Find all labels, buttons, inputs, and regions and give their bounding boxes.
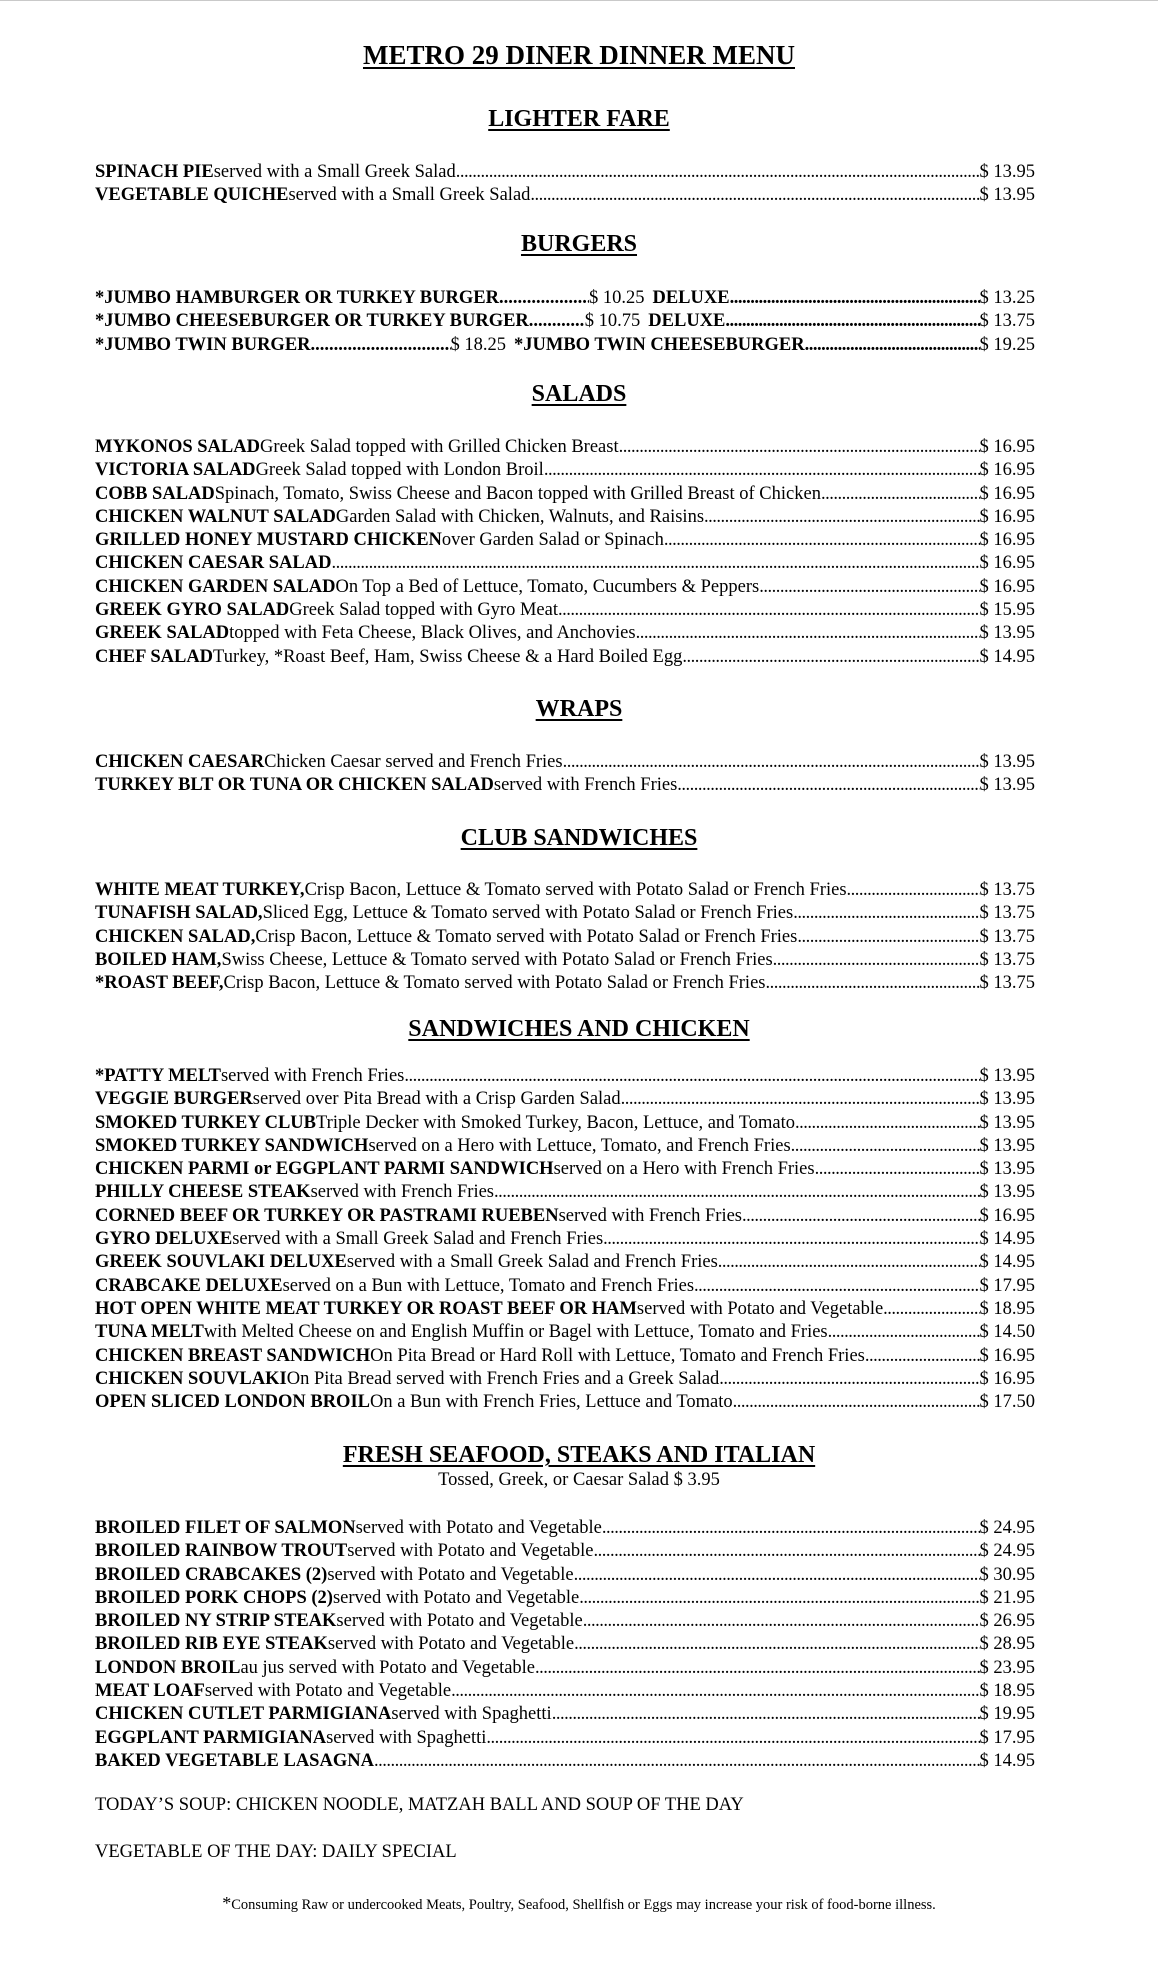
- item-price: $ 13.95: [979, 185, 1035, 206]
- item-description: served on a Hero with French Fries: [553, 1159, 815, 1180]
- item-price: $ 16.95: [979, 553, 1035, 574]
- item-description: Greek Salad topped with Grilled Chicken Breast: [259, 437, 619, 457]
- item-price: $ 24.95: [979, 1541, 1035, 1562]
- leader-dots: [797, 926, 979, 949]
- leader-dots: [331, 552, 979, 575]
- item-name: BROILED PORK CHOPS (2): [95, 1587, 333, 1608]
- item-name: CHEF SALAD: [95, 646, 214, 667]
- item-description: On Top a Bed of Lettuce, Tomato, Cucumbers & Peppers: [335, 576, 760, 597]
- leader-dots: [456, 161, 980, 184]
- leader-dots: [730, 287, 980, 310]
- item-price: $ 13.75: [979, 311, 1035, 332]
- item-price: $ 30.95: [979, 1564, 1035, 1585]
- item-name: PHILLY CHEESE STEAK: [95, 1182, 311, 1203]
- item-name: OPEN SLICED LONDON BROIL: [95, 1392, 370, 1413]
- list-item: [95, 1205, 1035, 1228]
- list-item: [95, 576, 1035, 599]
- list-item: [95, 1564, 1035, 1587]
- item-price: $ 18.95: [979, 1681, 1035, 1702]
- item-price: $ 16.95: [979, 460, 1035, 481]
- item-price: $ 17.95: [979, 1275, 1035, 1296]
- item-price: $ 28.95: [979, 1634, 1035, 1655]
- leader-dots: [563, 751, 980, 774]
- list-item: [95, 1065, 1035, 1088]
- item-name: DELUXE: [648, 311, 726, 332]
- item-description: served with French Fries: [558, 1205, 742, 1226]
- leader-dots: [847, 879, 980, 902]
- list-item: [95, 949, 1035, 972]
- leader-dots: [603, 1228, 979, 1251]
- item-name: EGGPLANT PARMIGIANA: [95, 1727, 327, 1748]
- list-item: [95, 1517, 1035, 1540]
- item-name: MYKONOS SALAD: [95, 437, 260, 457]
- list-item: [95, 436, 1035, 459]
- item-description: Spinach, Tomato, Swiss Cheese and Bacon topped with Grilled Breast of Chicken: [214, 483, 821, 504]
- section-heading-wraps: WRAPS: [535, 696, 623, 722]
- item-name: GREEK SOUVLAKI DELUXE: [95, 1252, 347, 1273]
- item-name: GREEK GYRO SALAD: [95, 600, 290, 621]
- item-price: $ 15.95: [979, 600, 1035, 621]
- list-item: [95, 1587, 1035, 1610]
- leader-dots: [552, 1703, 980, 1726]
- leader-dots: [374, 1750, 980, 1773]
- item-price: $ 19.95: [979, 1704, 1035, 1725]
- item-price: $ 23.95: [979, 1657, 1035, 1678]
- list-item: [95, 1228, 1035, 1251]
- item-price: $ 14.95: [979, 646, 1035, 667]
- item-description: served with French Fries: [310, 1182, 494, 1203]
- leader-dots: [593, 1540, 979, 1563]
- item-description: served with Spaghetti: [391, 1704, 552, 1725]
- item-description: Crisp Bacon, Lettuce & Tomato served with Potato Salad or French Fries: [223, 973, 766, 994]
- item-price: $ 16.95: [979, 1345, 1035, 1366]
- item-price: $ 13.75: [979, 880, 1035, 900]
- item-name: CHICKEN CAESAR: [95, 752, 265, 772]
- item-name: *JUMBO HAMBURGER OR TURKEY BURGER: [95, 288, 499, 308]
- item-price: $ 21.95: [979, 1587, 1035, 1608]
- leader-dots: [719, 1368, 979, 1391]
- leader-dots: [311, 334, 451, 357]
- list-item: [95, 599, 1035, 622]
- item-description: served with Potato and Vegetable: [355, 1518, 602, 1538]
- leader-dots: [636, 622, 980, 645]
- item-price: $ 16.95: [979, 506, 1035, 527]
- list-sandwiches-chicken: [95, 1065, 1035, 1414]
- item-name: BROILED NY STRIP STEAK: [95, 1611, 337, 1632]
- item-description: served with Potato and Vegetable: [336, 1611, 583, 1632]
- vegetable-of-the-day: VEGETABLE OF THE DAY: DAILY SPECIAL: [95, 1842, 457, 1862]
- list-item: [95, 184, 1035, 207]
- leader-dots: [621, 1088, 980, 1111]
- item-price: $ 26.95: [979, 1611, 1035, 1632]
- item-price: $ 13.95: [979, 1182, 1035, 1203]
- item-name: CHICKEN SOUVLAKI: [95, 1368, 287, 1389]
- item-description: Triple Decker with Smoked Turkey, Bacon, Lettuce, and Tomato: [316, 1112, 795, 1133]
- item-name: *PATTY MELT: [95, 1066, 221, 1086]
- leader-dots: [773, 949, 980, 972]
- item-description: On Pita Bread or Hard Roll with Lettuce, Tomato and French Fries: [370, 1345, 865, 1366]
- list-item: [95, 1251, 1035, 1274]
- item-price: $ 24.95: [979, 1518, 1035, 1538]
- leader-dots: [682, 646, 979, 669]
- list-item: [95, 161, 1035, 184]
- item-price: $ 13.75: [979, 949, 1035, 970]
- item-description: served with Potato and Vegetable: [636, 1298, 884, 1319]
- item-name: DELUXE: [652, 288, 730, 308]
- leader-dots: [602, 1517, 980, 1540]
- item-description: served with a Small Greek Salad and French Fries: [346, 1252, 718, 1273]
- leader-dots: [865, 1345, 980, 1368]
- item-price: $ 10.75: [584, 311, 641, 332]
- item-description: Chicken Caesar served and French Fries: [264, 752, 563, 772]
- list-item: [95, 1181, 1035, 1204]
- item-name: LONDON BROIL: [95, 1657, 241, 1678]
- leader-dots: [544, 459, 980, 482]
- item-description: served with a Small Greek Salad: [288, 185, 531, 206]
- leader-dots: [828, 1321, 980, 1344]
- list-item: [95, 1703, 1035, 1726]
- item-price: $ 13.75: [979, 903, 1035, 924]
- item-description: served with Potato and Vegetable: [327, 1564, 574, 1585]
- list-item: [95, 1633, 1035, 1656]
- item-name: CHICKEN PARMI or EGGPLANT PARMI SANDWICH: [95, 1159, 554, 1180]
- item-name: BOILED HAM,: [95, 949, 222, 970]
- section-heading-club-sandwiches: CLUB SANDWICHES: [460, 825, 698, 851]
- item-name: CHICKEN CUTLET PARMIGIANA: [95, 1704, 392, 1725]
- item-description: On a Bun with French Fries, Lettuce and Tomato: [369, 1392, 733, 1413]
- section-heading-lighter-fare: LIGHTER FARE: [488, 106, 670, 132]
- leader-dots: [486, 1727, 979, 1750]
- list-item: [95, 1088, 1035, 1111]
- section-heading-salads: SALADS: [531, 381, 627, 407]
- item-description: served with Potato and Vegetable: [332, 1587, 580, 1608]
- item-description: topped with Feta Cheese, Black Olives, and Anchovies: [229, 623, 636, 644]
- leader-dots: [574, 1564, 980, 1587]
- item-name: CHICKEN BREAST SANDWICH: [95, 1345, 371, 1366]
- item-description: over Garden Salad or Spinach: [441, 530, 664, 551]
- item-price: $ 13.95: [979, 775, 1035, 796]
- item-name: TUNA MELT: [95, 1322, 204, 1343]
- item-description: Garden Salad with Chicken, Walnuts, and Raisins: [335, 506, 705, 527]
- list-item: [95, 1321, 1035, 1344]
- list-item: [95, 1680, 1035, 1703]
- item-description: with Melted Cheese on and English Muffin or Bagel with Lettuce, Tomato and Fries: [203, 1322, 828, 1343]
- item-price: $ 10.25: [588, 288, 645, 308]
- item-price: $ 16.95: [979, 1368, 1035, 1389]
- item-description: Swiss Cheese, Lettuce & Tomato served with Potato Salad or French Fries: [221, 949, 773, 970]
- item-name: *JUMBO TWIN BURGER: [95, 334, 311, 355]
- list-item: [95, 1275, 1035, 1298]
- item-price: $ 18.25: [450, 334, 507, 355]
- item-name: CHICKEN WALNUT SALAD: [95, 506, 336, 527]
- item-price: $ 17.50: [979, 1392, 1035, 1413]
- item-price: $ 13.95: [979, 1112, 1035, 1133]
- item-description: Greek Salad topped with London Broil: [255, 460, 544, 481]
- item-price: $ 13.25: [979, 288, 1035, 308]
- list-item: [95, 1298, 1035, 1321]
- item-description: served with Spaghetti: [326, 1727, 487, 1748]
- list-item: [95, 902, 1035, 925]
- item-price: $ 13.95: [979, 1089, 1035, 1110]
- leader-dots: [619, 436, 980, 459]
- item-price: $ 17.95: [979, 1727, 1035, 1748]
- item-name: CHICKEN GARDEN SALAD: [95, 576, 336, 597]
- leader-dots: [815, 1158, 980, 1181]
- list-item: [95, 459, 1035, 482]
- item-price: $ 13.95: [979, 623, 1035, 644]
- list-item: [95, 483, 1035, 506]
- salad-side-note: Tossed, Greek, or Caesar Salad $ 3.95: [438, 1470, 720, 1490]
- leader-dots: [535, 1657, 979, 1680]
- item-price: $ 18.95: [979, 1298, 1035, 1319]
- leader-dots: [793, 902, 979, 925]
- list-club-sandwiches: [95, 879, 1035, 995]
- item-description: served with Potato and Vegetable: [327, 1634, 575, 1655]
- item-description: Crisp Bacon, Lettuce & Tomato served with Potato Salad or French Fries: [255, 926, 798, 947]
- item-description: served on a Hero with Lettuce, Tomato, and French Fries: [368, 1135, 791, 1156]
- item-price: $ 16.95: [979, 1205, 1035, 1226]
- item-price: $ 16.95: [979, 437, 1035, 457]
- leader-dots: [795, 1112, 980, 1135]
- leader-dots: [530, 184, 979, 207]
- item-description: Sliced Egg, Lettuce & Tomato served with Potato Salad or French Fries: [262, 903, 794, 924]
- list-item: [95, 1657, 1035, 1680]
- item-name: BROILED CRABCAKES (2): [95, 1564, 328, 1585]
- top-border: [0, 0, 1158, 1]
- list-seafood: [95, 1517, 1035, 1773]
- item-description: served over Pita Bread with a Crisp Garden Salad: [252, 1089, 621, 1110]
- item-name: GYRO DELUXE: [95, 1229, 233, 1250]
- list-wraps: [95, 751, 1035, 798]
- list-item: [95, 972, 1035, 995]
- list-item: [95, 310, 1035, 333]
- leader-dots: [725, 310, 979, 333]
- item-name: TURKEY BLT OR TUNA OR CHICKEN SALAD: [95, 775, 494, 796]
- item-description: Greek Salad topped with Gyro Meat: [289, 600, 558, 621]
- item-name: VEGETABLE QUICHE: [95, 185, 289, 206]
- item-name: TUNAFISH SALAD,: [95, 903, 263, 924]
- list-item: [95, 287, 1035, 310]
- item-name: VEGGIE BURGER: [95, 1089, 253, 1110]
- leader-dots: [821, 483, 980, 506]
- list-lighter-fare: [95, 161, 1035, 208]
- item-name: HOT OPEN WHITE MEAT TURKEY OR ROAST BEEF OR HAM: [95, 1298, 637, 1319]
- item-name: *JUMBO CHEESEBURGER OR TURKEY BURGER: [95, 311, 529, 332]
- list-item: [95, 334, 1035, 357]
- list-item: [95, 1727, 1035, 1750]
- item-name: VICTORIA SALAD: [95, 460, 256, 481]
- leader-dots: [883, 1298, 979, 1321]
- leader-dots: [451, 1680, 979, 1703]
- item-name: BAKED VEGETABLE LASAGNA: [95, 1750, 374, 1771]
- leader-dots: [791, 1135, 980, 1158]
- item-description: served with a Small Greek Salad and French Fries: [232, 1229, 604, 1250]
- item-name: BROILED FILET OF SALMON: [95, 1518, 356, 1538]
- leader-dots: [704, 506, 979, 529]
- leader-dots: [759, 576, 979, 599]
- item-name: GREEK SALAD: [95, 623, 230, 644]
- list-item: [95, 529, 1035, 552]
- list-burgers: [95, 287, 1035, 357]
- item-description: served with French Fries: [220, 1066, 405, 1086]
- item-name: CHICKEN CAESAR SALAD: [95, 553, 332, 574]
- list-salads: [95, 436, 1035, 669]
- item-price: $ 16.95: [979, 576, 1035, 597]
- item-price: $ 13.95: [979, 162, 1035, 182]
- item-price: $ 14.50: [979, 1322, 1035, 1343]
- item-description: served with Potato and Vegetable: [204, 1681, 452, 1702]
- item-name: CORNED BEEF OR TURKEY OR PASTRAMI RUEBEN: [95, 1205, 559, 1226]
- list-item: [95, 926, 1035, 949]
- item-description: served with Potato and Vegetable: [347, 1541, 594, 1562]
- item-price: $ 13.75: [979, 973, 1035, 994]
- leader-dots: [494, 1181, 980, 1204]
- item-price: $ 14.95: [979, 1252, 1035, 1273]
- item-name: *JUMBO TWIN CHEESEBURGER: [514, 334, 805, 355]
- leader-dots: [805, 334, 980, 357]
- list-item: [95, 1158, 1035, 1181]
- item-price: $ 16.95: [979, 530, 1035, 551]
- list-item: [95, 622, 1035, 645]
- section-heading-burgers: BURGERS: [520, 231, 638, 257]
- item-description: On Pita Bread served with French Fries and a Greek Salad: [286, 1368, 720, 1389]
- list-item: [95, 1610, 1035, 1633]
- item-description: Crisp Bacon, Lettuce & Tomato served with Potato Salad or French Fries: [304, 880, 847, 900]
- list-item: [95, 751, 1035, 774]
- list-item: [95, 1368, 1035, 1391]
- item-price: $ 13.75: [979, 926, 1035, 947]
- menu-title: METRO 29 DINER DINNER MENU: [362, 40, 795, 70]
- item-name: SMOKED TURKEY CLUB: [95, 1112, 317, 1133]
- leader-dots: [694, 1275, 979, 1298]
- item-price: $ 13.95: [979, 1066, 1035, 1086]
- list-item: [95, 646, 1035, 669]
- item-price: $ 13.95: [979, 1135, 1035, 1156]
- food-safety-disclaimer: *Consuming Raw or undercooked Meats, Poultry, Seafood, Shellfish or Eggs may increase your risk of food-borne illness.: [222, 1893, 936, 1913]
- item-name: COBB SALAD: [95, 483, 215, 504]
- list-item: [95, 1540, 1035, 1563]
- list-item: [95, 1345, 1035, 1368]
- leader-dots: [718, 1251, 980, 1274]
- list-item: [95, 1750, 1035, 1773]
- item-name: WHITE MEAT TURKEY,: [95, 880, 305, 900]
- item-description: Turkey, *Roast Beef, Ham, Swiss Cheese & a Hard Boiled Egg: [213, 646, 683, 667]
- item-description: served on a Bun with Lettuce, Tomato and French Fries: [282, 1275, 695, 1296]
- item-price: $ 14.95: [979, 1229, 1035, 1250]
- item-name: BROILED RIB EYE STEAK: [95, 1634, 328, 1655]
- item-name: GRILLED HONEY MUSTARD CHICKEN: [95, 530, 442, 551]
- leader-dots: [529, 310, 585, 333]
- section-heading-sandwiches-chicken: SANDWICHES AND CHICKEN: [408, 1016, 750, 1042]
- leader-dots: [574, 1633, 979, 1656]
- item-price: $ 13.95: [979, 1159, 1035, 1180]
- list-item: [95, 1391, 1035, 1414]
- list-item: [95, 506, 1035, 529]
- list-item: [95, 552, 1035, 575]
- leader-dots: [583, 1610, 980, 1633]
- item-name: CHICKEN SALAD,: [95, 926, 256, 947]
- item-name: *ROAST BEEF,: [95, 973, 224, 994]
- leader-dots: [742, 1205, 980, 1228]
- item-description: served with French Fries: [493, 775, 678, 796]
- list-item: [95, 1112, 1035, 1135]
- section-heading-seafood: FRESH SEAFOOD, STEAKS AND ITALIAN: [342, 1442, 816, 1468]
- item-price: $ 19.25: [979, 334, 1035, 355]
- item-price: $ 14.95: [979, 1750, 1035, 1771]
- item-name: MEAT LOAF: [95, 1681, 205, 1702]
- leader-dots: [664, 529, 980, 552]
- leader-dots: [733, 1391, 980, 1414]
- leader-dots: [766, 972, 980, 995]
- list-item: [95, 1135, 1035, 1158]
- list-item: [95, 879, 1035, 902]
- leader-dots: [404, 1065, 979, 1088]
- item-description: served with a Small Greek Salad: [213, 162, 456, 182]
- leader-dots: [677, 774, 979, 797]
- leader-dots: [499, 287, 589, 310]
- item-description: au jus served with Potato and Vegetable: [240, 1657, 536, 1678]
- item-name: SMOKED TURKEY SANDWICH: [95, 1135, 369, 1156]
- item-name: SPINACH PIE: [95, 162, 214, 182]
- list-item: [95, 774, 1035, 797]
- item-price: $ 16.95: [979, 483, 1035, 504]
- item-name: BROILED RAINBOW TROUT: [95, 1541, 348, 1562]
- leader-dots: [579, 1587, 979, 1610]
- leader-dots: [558, 599, 980, 622]
- item-name: CRABCAKE DELUXE: [95, 1275, 283, 1296]
- item-price: $ 13.95: [979, 752, 1035, 772]
- soup-of-the-day: TODAY’S SOUP: CHICKEN NOODLE, MATZAH BALL AND SOUP OF THE DAY: [95, 1795, 744, 1815]
